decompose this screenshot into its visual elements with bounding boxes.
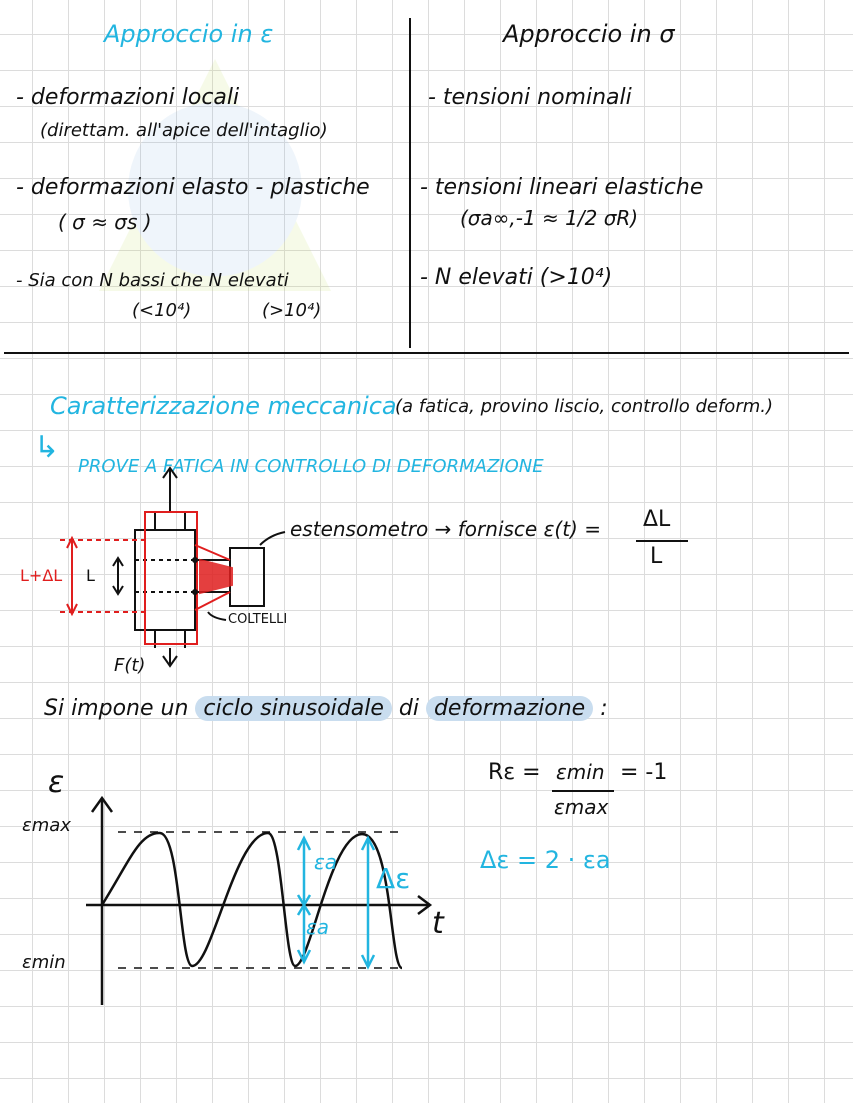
emax-label: εmax: [22, 815, 71, 836]
left-item-2: - deformazioni elasto - plastiche: [16, 175, 370, 200]
emin-label: εmin: [22, 952, 66, 973]
label-gauge-length: L: [86, 566, 95, 585]
left-item-3-high: (>10⁴): [262, 300, 322, 321]
fraction-denominator: L: [650, 544, 663, 569]
right-item-1: - tensioni nominali: [428, 85, 632, 110]
arrow-hook-icon: ↳: [34, 430, 60, 465]
highlight-sinusoidal-cycle: ciclo sinusoidale: [195, 696, 391, 721]
left-column-heading: Approccio in ε: [104, 20, 274, 48]
highlight-deformation: deformazione: [426, 696, 593, 721]
sentence-prefix: Si impone un: [44, 696, 189, 721]
strain-curve: [102, 833, 402, 968]
section-subtitle: PROVE A FATICA IN CONTROLLO DI DEFORMAZIONE: [78, 456, 544, 477]
label-force: F(t): [114, 655, 146, 676]
extensometer-text: estensometro → fornisce ε(t) =: [290, 517, 601, 541]
left-item-1-detail: (direttam. all'apice dell'intaglio): [40, 120, 328, 141]
y-axis-label: ε: [48, 765, 65, 800]
delta-epsilon-label: Δε: [376, 862, 411, 895]
strain-ratio-lhs: Rε =: [488, 760, 541, 785]
strain-ratio-denominator: εmax: [554, 795, 609, 819]
sentence-middle: di: [398, 696, 419, 721]
left-item-3: - Sia con N bassi che N elevati: [16, 270, 289, 291]
ea-upper-label: εa: [314, 850, 338, 874]
fraction-numerator: ΔL: [643, 507, 671, 532]
strain-ratio-bar: [552, 790, 614, 792]
label-knives: COLTELLI: [228, 612, 288, 627]
x-axis-label: t: [432, 906, 444, 941]
section-title: Caratterizzazione meccanica: [50, 392, 397, 420]
right-item-3: - N elevati (>10⁴): [420, 265, 613, 290]
right-item-2-detail: (σa∞,-1 ≈ 1/2 σR): [460, 206, 639, 230]
label-total-length: L+ΔL: [20, 566, 63, 585]
sentence-suffix: :: [600, 696, 608, 721]
right-item-2: - tensioni lineari elastiche: [420, 175, 704, 200]
strain-ratio-numerator: εmin: [556, 760, 605, 784]
delta-epsilon-formula: Δε = 2 · εa: [480, 846, 611, 874]
strain-ratio-rhs: = -1: [620, 760, 668, 785]
left-item-2-detail: ( σ ≈ σs ): [58, 210, 152, 234]
right-column-heading: Approccio in σ: [503, 20, 675, 48]
left-item-1: - deformazioni locali: [16, 85, 240, 110]
ea-lower-label: εa: [306, 915, 330, 939]
section-title-note: (a fatica, provino liscio, controllo deform.): [395, 396, 773, 417]
left-item-3-low: (<10⁴): [132, 300, 192, 321]
